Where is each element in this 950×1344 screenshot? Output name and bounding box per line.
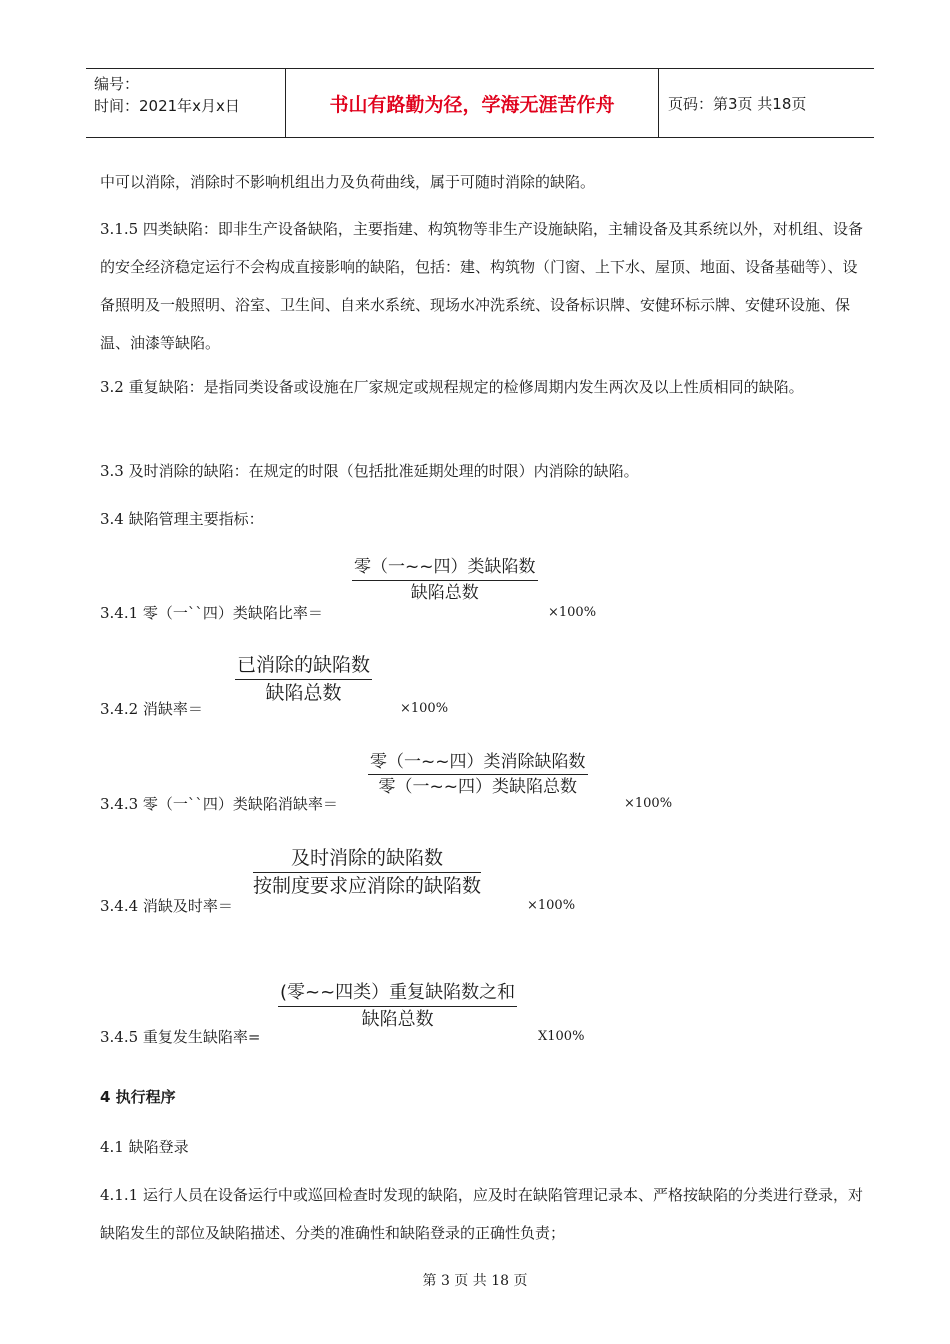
formula-3-4-1-denominator: 缺陷总数 [410, 583, 479, 603]
formula-3-4-1-fraction [352, 555, 538, 606]
paragraph-3-2: 3.2 重复缺陷：是指同类设备或设施在厂家规定或规程规定的检修周期内发生两次及以上性质相同的缺陷。 [100, 378, 804, 396]
paragraph-3-3: 3.3 及时消除的缺陷：在规定的时限（包括批准延期处理的时限）内消除的缺陷。 [100, 462, 639, 480]
paragraph-3-1-5: 3.1.5 四类缺陷：即非生产设备缺陷，主要指建、构筑物等非生产设施缺陷，主辅设备及其系统以外，对机组、设备的安全经济稳定运行不会构成直接影响的缺陷，包括：建、构筑物（门窗、上下水、屋顶、地面、设备基础等）、设备照明及一般照明、浴室、卫生间、自来水系统、现场水冲洗系统、设备标识牌、安健环标示牌、安健环设施、保温、油漆等缺陷。 [100, 220, 863, 352]
section-heading-4: 4 执行程序 [100, 1088, 176, 1106]
paragraph-3-4: 3.4 缺陷管理主要指标： [100, 510, 264, 528]
formula-3-4-2-fraction [235, 652, 372, 707]
formula-3-4-3-fraction [368, 750, 588, 799]
document-number-label: 编号： [94, 75, 140, 93]
formula-3-4-3-numerator: 零（一~~四）类消除缺陷数 [368, 750, 588, 775]
paragraph-continuation: 中可以消除，消除时不影响机组出力及负荷曲线，属于可随时消除的缺陷。 [100, 173, 596, 191]
formula-3-4-2-denominator: 缺陷总数 [265, 682, 342, 704]
header-motto: 书山有路勤为径，学海无涯苦作舟 [285, 69, 659, 137]
header-meta [94, 73, 240, 117]
formula-3-4-3-percent: ×100% [624, 796, 673, 811]
formula-3-4-2-label: 3.4.2 消缺率＝ [100, 700, 203, 718]
formula-3-4-4-fraction [253, 845, 481, 900]
section-heading-4-1: 4.1 缺陷登录 [100, 1138, 189, 1156]
formula-3-4-1-percent: ×100% [548, 605, 597, 620]
formula-3-4-5-label: 3.4.5 重复发生缺陷率= [100, 1028, 261, 1046]
formula-3-4-3-denominator: 零（一~~四）类缺陷总数 [378, 777, 577, 797]
formula-3-4-5-fraction [278, 980, 517, 1033]
paragraph-4-1-1: 4.1.1 运行人员在设备运行中或巡回检查时发现的缺陷，应及时在缺陷管理记录本、严格按缺陷的分类进行登录，对缺陷发生的部位及缺陷描述、分类的准确性和缺陷登录的正确性负责； [100, 1186, 863, 1242]
formula-3-4-2-percent: ×100% [400, 701, 449, 716]
formula-3-4-3-label: 3.4.3 零（一``四）类缺陷消缺率＝ [100, 795, 338, 813]
formula-3-4-4-denominator: 按制度要求应消除的缺陷数 [253, 875, 482, 897]
formula-3-4-4-numerator: 及时消除的缺陷数 [253, 845, 481, 873]
formula-3-4-5-denominator: 缺陷总数 [361, 1009, 434, 1030]
formula-3-4-1-numerator: 零（一~~四）类缺陷数 [352, 555, 538, 581]
header-page-label: 页码：第3页 共18页 [668, 94, 807, 113]
formula-3-4-2-numerator: 已消除的缺陷数 [235, 652, 372, 680]
formula-3-4-4-label: 3.4.4 消缺及时率＝ [100, 897, 233, 915]
page-header [86, 68, 874, 138]
document-date-label: 时间：2021年x月x日 [94, 97, 240, 115]
formula-3-4-5-percent: X100% [538, 1029, 585, 1044]
formula-3-4-5-numerator: (零~~四类）重复缺陷数之和 [278, 980, 517, 1007]
page-footer: 第 3 页 共 18 页 [422, 1273, 528, 1289]
formula-3-4-1-label: 3.4.1 零（一``四）类缺陷比率＝ [100, 604, 323, 622]
formula-3-4-4-percent: ×100% [527, 898, 576, 913]
